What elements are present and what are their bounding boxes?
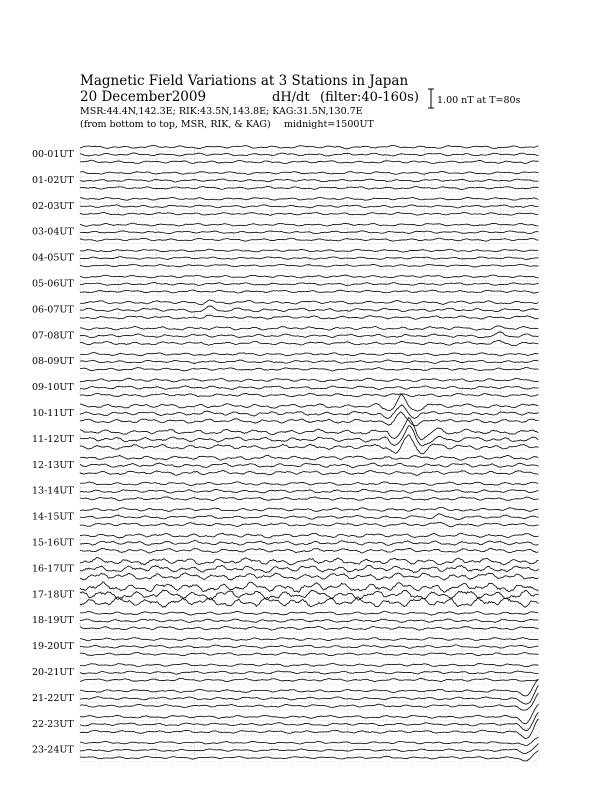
trace-msr	[80, 264, 538, 267]
row-label: 20-21UT	[32, 667, 74, 678]
trace-row	[32, 611, 539, 632]
trace-kag	[80, 533, 538, 538]
trace-row	[32, 704, 539, 738]
trace-rik	[80, 743, 538, 753]
trace-row	[32, 275, 539, 296]
trace-rows	[32, 145, 539, 761]
row-label: 12-13UT	[32, 459, 74, 471]
trace-msr	[80, 497, 538, 501]
trace-rik	[80, 179, 538, 182]
trace-rik	[80, 671, 538, 674]
chart-date: 20 December2009	[80, 89, 207, 105]
trace-msr	[80, 652, 538, 655]
trace-kag	[80, 378, 538, 382]
row-label: 23-24UT	[32, 744, 74, 756]
row-label: 07-08UT	[32, 330, 74, 342]
row-label: 03-04UT	[32, 226, 74, 238]
trace-row	[32, 737, 539, 762]
trace-row	[32, 508, 539, 529]
trace-row	[32, 638, 539, 658]
trace-rik	[80, 332, 538, 338]
row-label: 22-23UT	[32, 718, 74, 730]
trace-msr	[80, 522, 538, 527]
trace-rik	[80, 405, 538, 419]
midnight-note: midnight=1500UT	[284, 119, 374, 130]
trace-kag	[80, 663, 538, 666]
trace-kag	[80, 582, 538, 593]
trace-rik	[80, 426, 538, 446]
trace-row	[32, 394, 539, 426]
trace-rik	[80, 686, 538, 704]
row-label: 14-15UT	[32, 511, 74, 523]
trace-kag	[80, 679, 538, 696]
trace-kag	[80, 611, 538, 615]
trace-rik	[80, 645, 538, 648]
trace-msr	[80, 341, 538, 346]
trace-kag	[80, 172, 538, 175]
row-label: 06-07UT	[32, 304, 74, 316]
row-label: 18-19UT	[32, 615, 74, 627]
trace-rik	[80, 306, 538, 312]
stations-line: MSR:44.4N,142.3E; RIK:43.5N,143.8E; KAG:31.5N,130.7E	[80, 106, 363, 117]
trace-kag	[80, 557, 538, 565]
trace-row	[32, 353, 539, 374]
trace-row	[32, 145, 539, 166]
trace-msr	[80, 751, 538, 761]
trace-row	[32, 326, 539, 348]
trace-rik	[80, 283, 538, 286]
trace-msr	[80, 290, 538, 293]
trace-kag	[80, 275, 538, 278]
trace-rik	[80, 590, 538, 600]
row-label: 00-01UT	[32, 149, 74, 160]
row-label: 17-18UT	[32, 589, 74, 601]
trace-msr	[80, 393, 538, 397]
trace-kag	[80, 508, 538, 512]
scale-bar-label: 1.00 nT at T=80s	[437, 95, 521, 106]
row-label: 09-10UT	[32, 382, 74, 394]
trace-msr	[80, 238, 538, 241]
trace-msr	[80, 548, 538, 553]
trace-row	[32, 197, 539, 218]
trace-row	[32, 300, 539, 322]
row-label: 19-20UT	[32, 641, 74, 653]
trace-row	[32, 482, 539, 503]
trace-rik	[80, 205, 538, 208]
trace-kag	[80, 455, 538, 460]
trace-rik	[80, 489, 538, 493]
row-label: 10-11UT	[32, 408, 74, 419]
trace-msr	[80, 315, 538, 319]
trace-rik	[80, 565, 538, 572]
trace-msr	[80, 678, 538, 681]
trace-rik	[80, 540, 538, 545]
row-label: 05-06UT	[32, 278, 74, 290]
trace-rik	[80, 514, 538, 520]
trace-msr	[80, 160, 538, 163]
row-label: 21-22UT	[32, 692, 74, 704]
trace-kag	[80, 704, 538, 724]
trace-kag	[80, 638, 538, 641]
trace-row	[32, 557, 539, 580]
trace-row	[32, 223, 539, 244]
trace-row	[32, 533, 539, 554]
trace-rik	[80, 257, 538, 260]
trace-kag	[80, 249, 538, 252]
trace-rik	[80, 463, 538, 468]
scale-bar	[428, 89, 434, 108]
trace-msr	[80, 719, 538, 739]
trace-row	[32, 663, 539, 684]
trace-msr	[80, 626, 538, 630]
row-label: 16-17UT	[32, 563, 74, 575]
trace-rik	[80, 360, 538, 363]
trace-kag	[80, 326, 538, 330]
trace-kag	[80, 737, 538, 746]
trace-rik	[80, 231, 538, 234]
trace-msr	[80, 368, 538, 371]
chart-title: Magnetic Field Variations at 3 Stations in Japan	[80, 73, 409, 89]
trace-rik	[80, 619, 538, 623]
trace-kag	[80, 353, 538, 356]
chart-filter: (filter:40-160s)	[320, 90, 419, 105]
trace-kag	[80, 394, 538, 411]
trace-msr	[80, 573, 538, 580]
trace-msr	[80, 693, 538, 710]
trace-kag	[80, 197, 538, 200]
trace-kag	[80, 145, 538, 148]
trace-rik	[80, 153, 538, 156]
trace-row	[32, 249, 539, 269]
trace-rik	[80, 386, 538, 390]
row-label: 13-14UT	[32, 485, 74, 497]
row-label: 01-02UT	[32, 174, 74, 186]
trace-row	[32, 378, 539, 399]
trace-kag	[80, 418, 538, 440]
trace-row	[32, 172, 539, 192]
order-note: (from bottom to top, MSR, RIK, & KAG)	[80, 119, 271, 130]
trace-msr	[80, 597, 538, 607]
row-label: 11-12UT	[32, 433, 74, 445]
trace-msr	[80, 212, 538, 215]
trace-kag	[80, 223, 538, 226]
trace-row	[32, 582, 539, 608]
trace-row	[32, 679, 539, 710]
trace-kag	[80, 482, 538, 486]
trace-kag	[80, 300, 538, 305]
trace-row	[32, 455, 539, 477]
chart-quantity: dH/dt	[272, 90, 310, 105]
row-label: 15-16UT	[32, 537, 74, 549]
row-label: 08-09UT	[32, 356, 74, 368]
row-label: 02-03UT	[32, 200, 74, 212]
trace-rik	[80, 712, 538, 730]
row-label: 04-05UT	[32, 252, 74, 264]
trace-msr	[80, 470, 538, 475]
trace-msr	[80, 186, 538, 189]
